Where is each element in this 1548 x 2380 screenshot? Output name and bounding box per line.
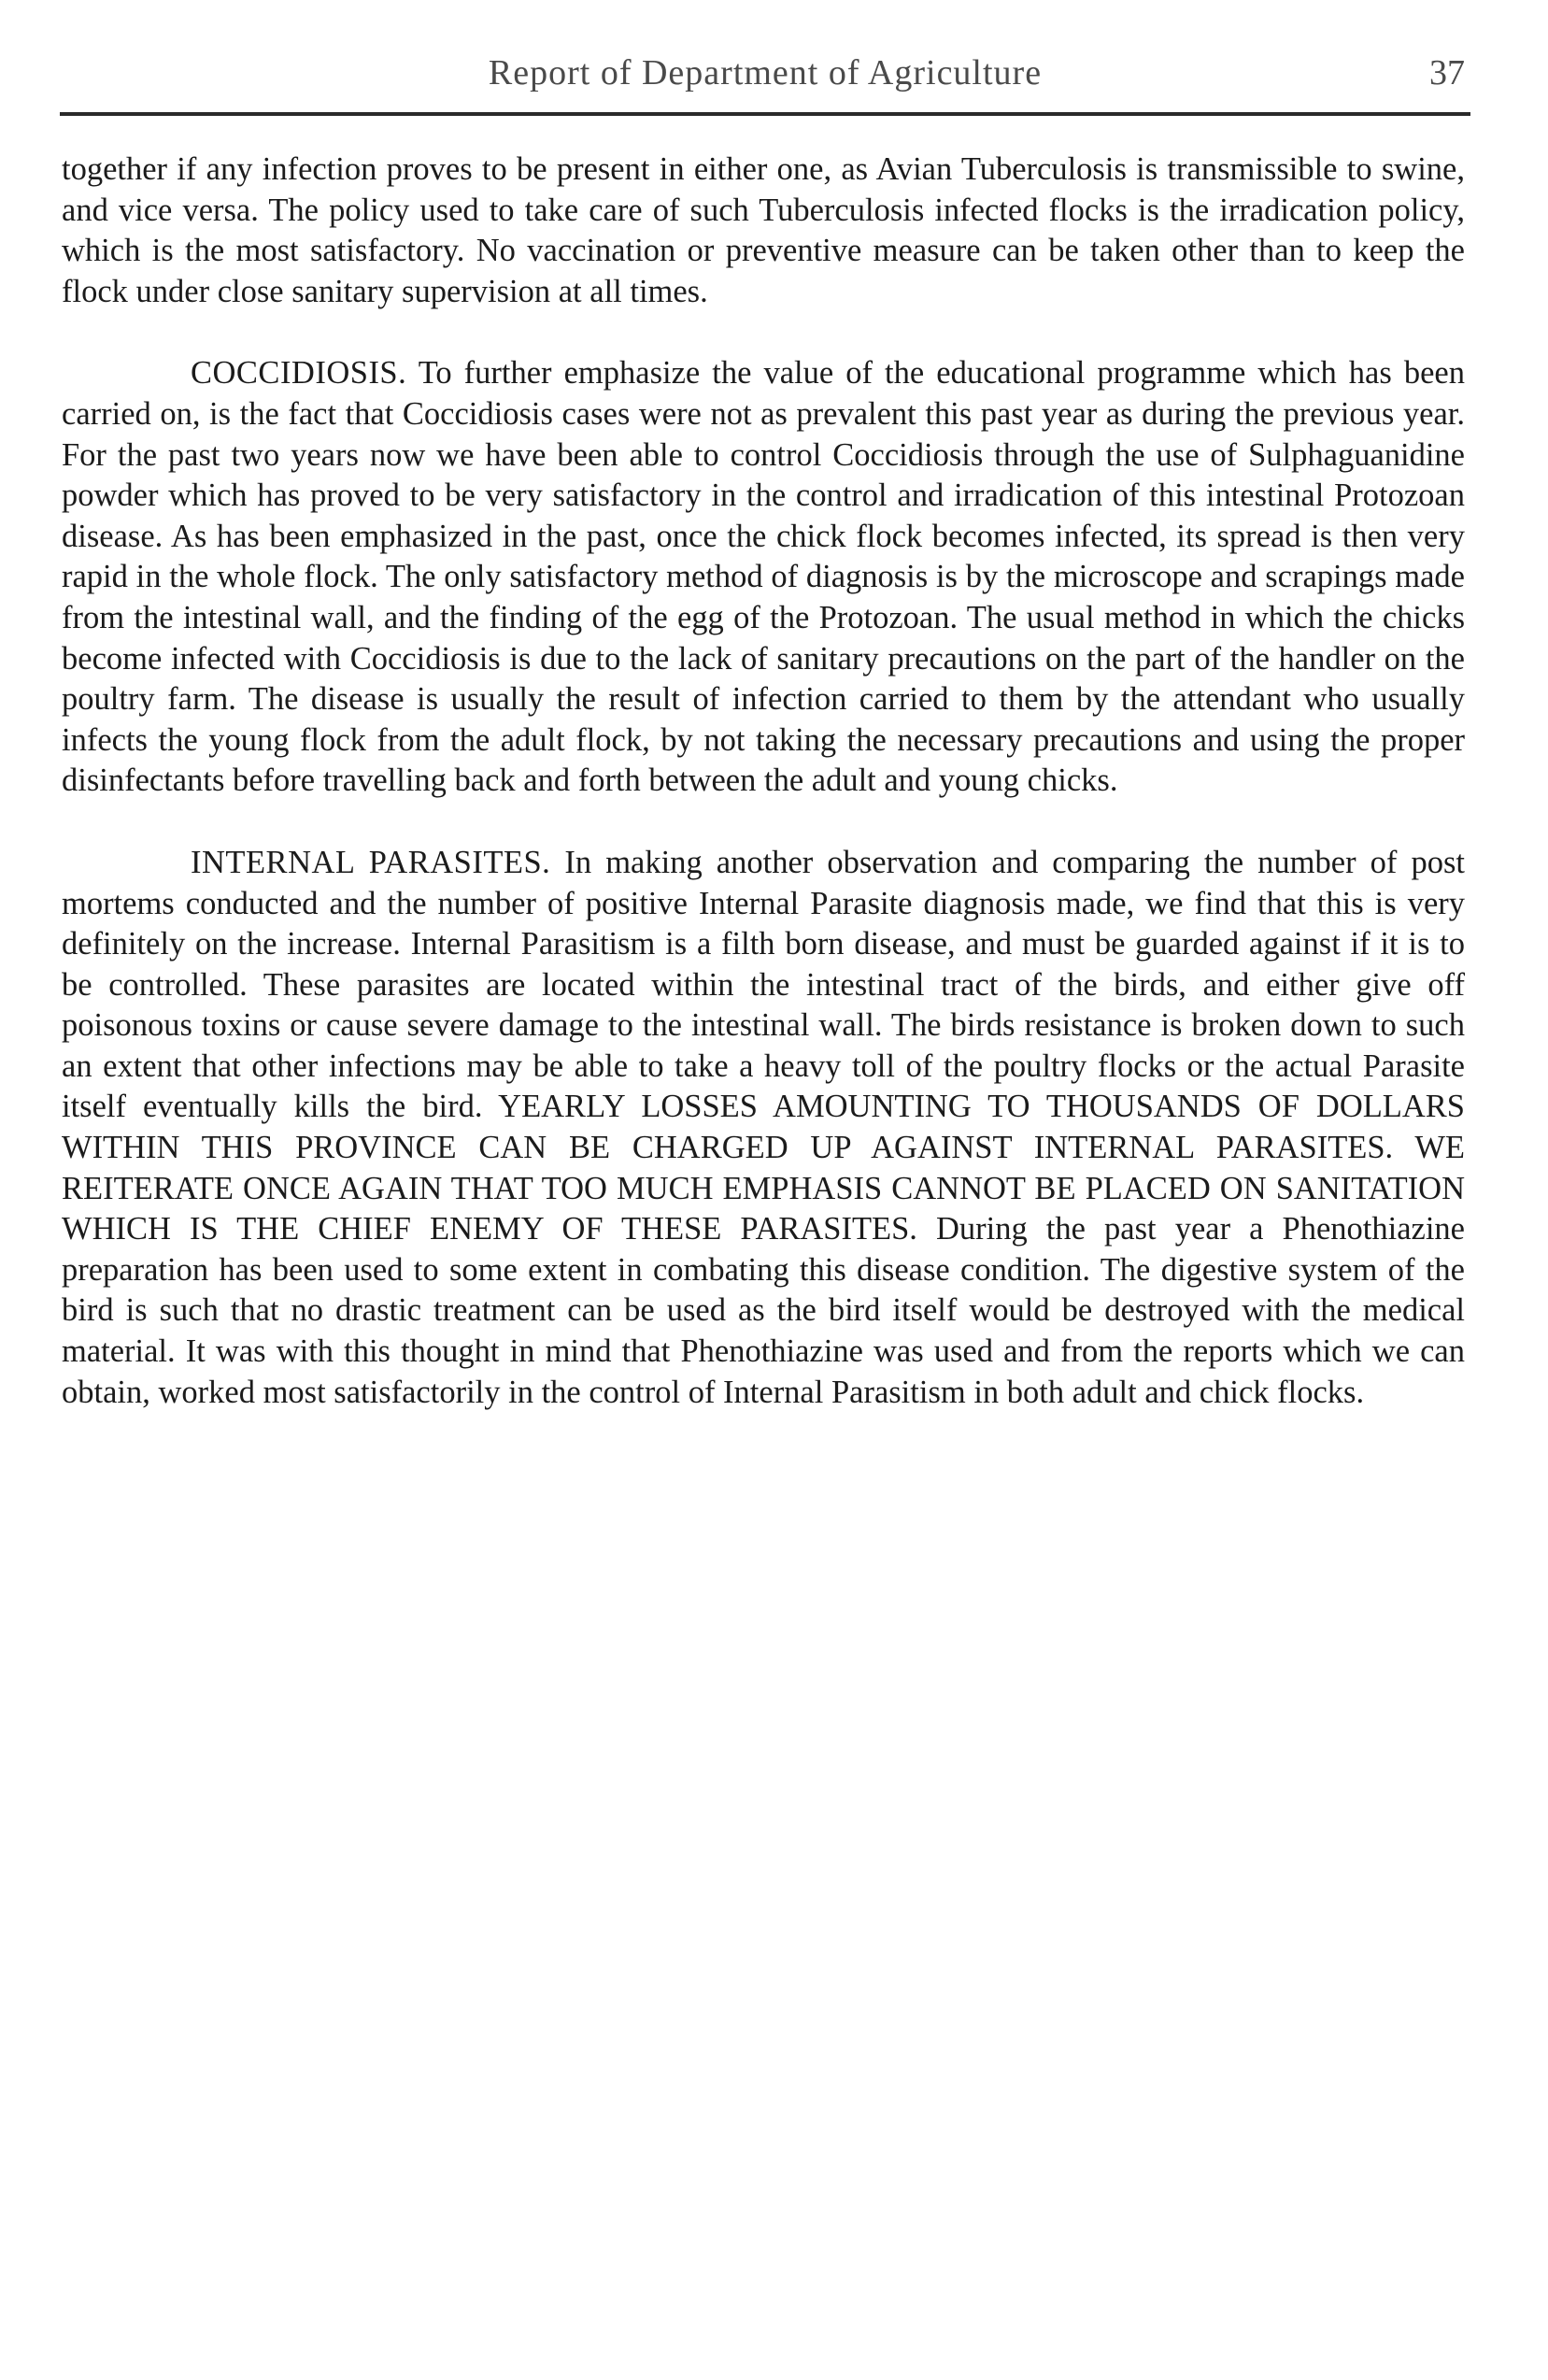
paragraph-coccidiosis <box>62 353 1465 802</box>
running-header <box>60 52 1470 99</box>
page-number: 37 <box>1429 53 1465 93</box>
paragraph-text: To further emphasize the value of the educational programme which has been carried on, is the fact that Coccidiosis cases were not as prevalent this past year as during the previous year. For the past two years now we have been able to control Coccidiosis through the use of Sulphaguanidine powder which has proved to be very satisfactory in the control and irradication of this intestinal Protozoan disease. As has been emphasized in the past, once the chick flock becomes infected, its spread is then very rapid in the whole flock. The only satisfactory method of diagnosis is by the microscope and scrapings made from the intestinal wall, and the finding of the egg of the Protozoan. The usual method in which the chicks become infected with Coccidiosis is due to the lack of sanitary precautions on the part of the handler on the poultry farm. The disease is usually the result of infection carried to them by the attendant who usually infects the young flock from the adult flock, by not taking the necessary precautions and using the proper disinfectants before travelling back and forth between the adult and young chicks. <box>62 355 1465 799</box>
paragraph-text: together if any infection proves to be present in either one, as Avian Tuberculosis is transmissible to swine, and vice versa. The policy used to take care of such Tuberculosis infected flocks is the irradication policy, which is the most satisfactory. No vaccination or preventive measure can be taken other than to keep the flock under close sanitary supervision at all times. <box>62 151 1465 309</box>
body-text <box>62 150 1465 1413</box>
running-title: Report of Department of Agriculture <box>488 53 1043 93</box>
paragraph-tuberculosis-continued <box>62 150 1465 312</box>
paragraph-internal-parasites <box>62 843 1465 1413</box>
section-heading-coccidiosis: COCCIDIOSIS. <box>191 355 407 392</box>
section-heading-internal-parasites: INTERNAL PARASITES. <box>191 844 551 880</box>
header-rule <box>60 112 1470 116</box>
paragraph-text: In making another observation and comparing the number of post mortems conducted and the number of positive Internal Parasite diagnosis made, we find that this is very definitely on the increase. Internal Parasitism is a filth born disease, and must be guarded against if it is to be controlled. These parasites are located within the intestinal tract of the birds, and either give off poisonous toxins or cause severe damage to the intestinal wall. The birds resistance is broken down to such an extent that other infections may be able to take a heavy toll of the poultry flocks or the actual Parasite itself eventually kills the bird. YEARLY LOSSES AMOUNTING TO THOUSANDS OF DOLLARS WITHIN THIS PROVINCE CAN BE CHARGED UP AGAINST INTERNAL PARASITES. WE REITERATE ONCE AGAIN THAT TOO MUCH EMPHASIS CANNOT BE PLACED ON SANITATION WHICH IS THE CHIEF ENEMY OF THESE PARASITES. During the past year a Phenothiazine preparation has been used to some extent in combating this disease condition. The digestive system of the bird is such that no drastic treatment can be used as the bird itself would be destroyed with the medical material. It was with this thought in mind that Phenothiazine was used and from the reports which we can obtain, worked most satisfactorily in the control of Internal Parasitism in both adult and chick flocks. <box>62 844 1466 1410</box>
